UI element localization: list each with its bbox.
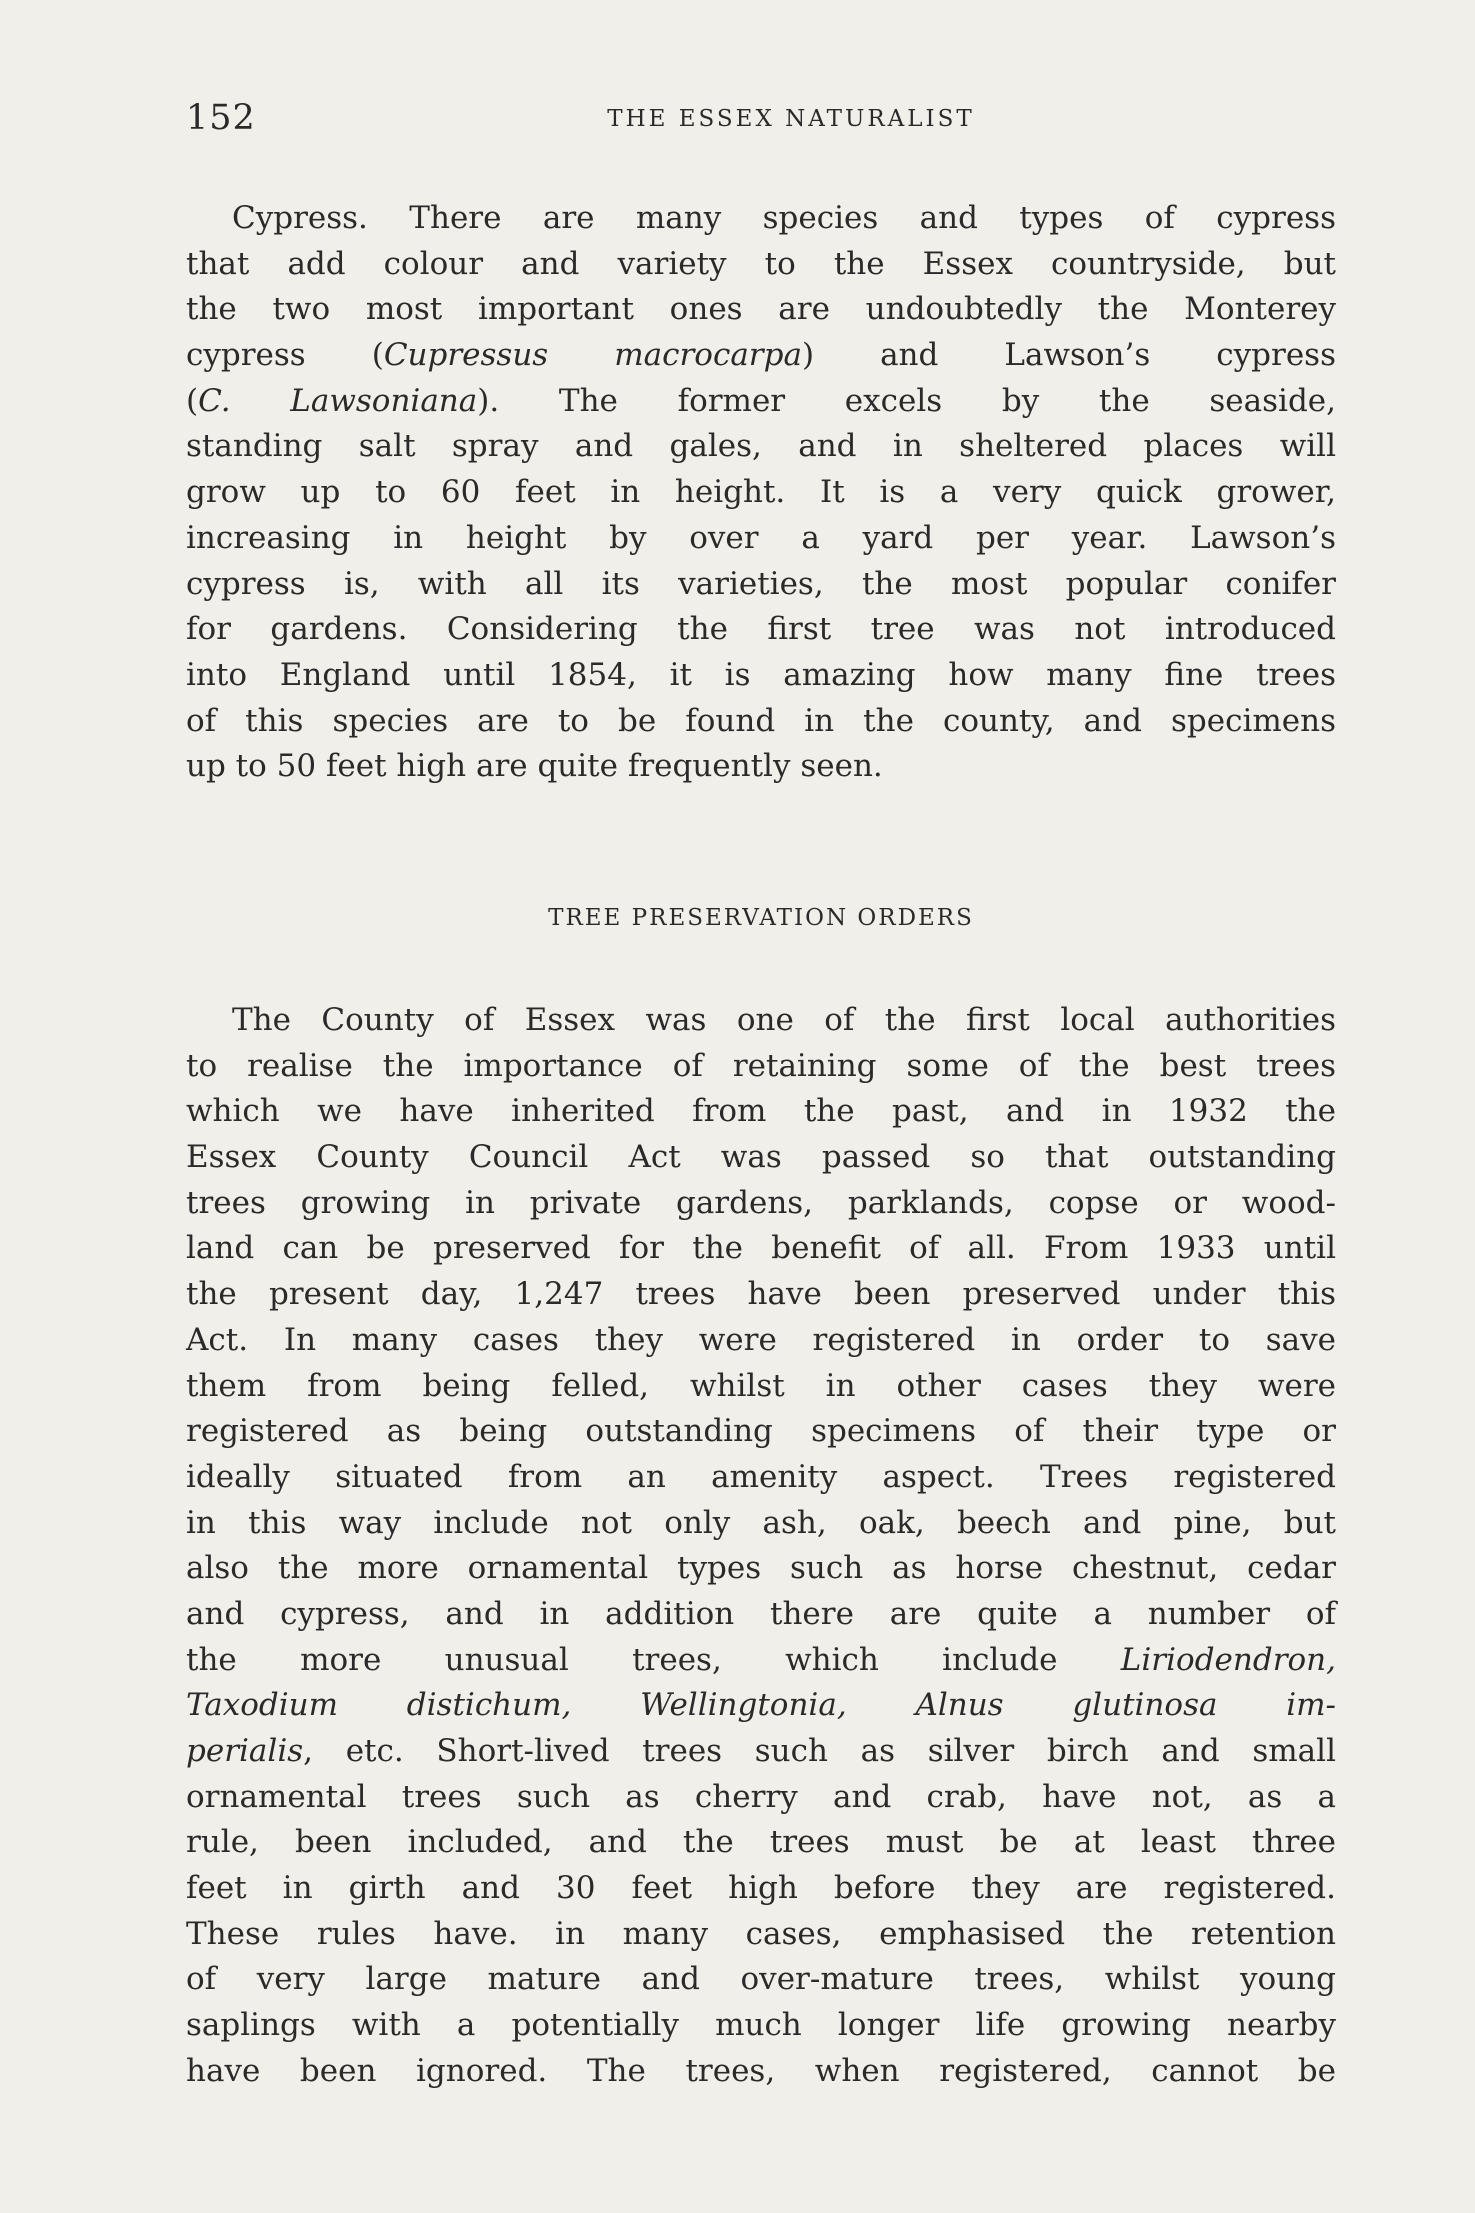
text-line: for gardens. Considering the first tree was not introduced bbox=[186, 611, 1336, 648]
paragraph-tree-preservation bbox=[186, 998, 1336, 2095]
text-line: cypress is, with all its varieties, the most popular conifer bbox=[186, 565, 1336, 602]
text-line: of very large mature and over-mature trees, whilst young bbox=[186, 1961, 1336, 1998]
text-line: rule, been included, and the trees must be at least three bbox=[186, 1824, 1336, 1861]
text-line: which we have inherited from the past, and in 1932 the bbox=[186, 1093, 1336, 1130]
text-line: feet in girth and 30 feet high before they are registered. bbox=[186, 1870, 1336, 1907]
text-line: have been ignored. The trees, when registered, cannot be bbox=[186, 2052, 1336, 2089]
italic-text: C. Lawsoniana bbox=[198, 382, 478, 419]
text-line: up to 50 feet high are quite frequently seen. bbox=[186, 748, 883, 785]
text-line: ornamental trees such as cherry and crab, have not, as a bbox=[186, 1778, 1336, 1815]
text-line: Essex County Council Act was passed so that outstanding bbox=[186, 1139, 1336, 1176]
italic-text: Liriodendron, bbox=[1120, 1641, 1336, 1678]
text-line: registered as being outstanding specimens of their type or bbox=[186, 1413, 1336, 1450]
text-line: the present day, 1,247 trees have been preserved under this bbox=[186, 1276, 1336, 1313]
text-line: increasing in height by over a yard per year. Lawson’s bbox=[186, 519, 1336, 556]
text-line: perialis, etc. Short-lived trees such as silver birch and small bbox=[186, 1733, 1336, 1769]
text-line: into England until 1854, it is amazing how many fine trees bbox=[186, 656, 1336, 693]
text-line: and cypress, and in addition there are quite a number of bbox=[186, 1595, 1336, 1632]
text-line: that add colour and variety to the Essex countryside, but bbox=[186, 245, 1336, 282]
text-line: of this species are to be found in the county, and specimens bbox=[186, 702, 1336, 739]
text-line: (C. Lawsoniana). The former excels by the seaside, bbox=[186, 382, 1336, 419]
running-header bbox=[186, 98, 1336, 148]
text-line: to realise the importance of retaining some of the best trees bbox=[186, 1047, 1336, 1084]
text-line: grow up to 60 feet in height. It is a very quick grower, bbox=[186, 474, 1336, 511]
section-heading: TREE PRESERVATION ORDERS bbox=[548, 905, 974, 931]
page-number: 152 bbox=[186, 98, 256, 138]
text-line: Cypress. There are many species and types of cypress bbox=[232, 200, 1336, 236]
text-line: saplings with a potentially much longer life growing nearby bbox=[186, 2007, 1336, 2044]
text-line: also the more ornamental types such as horse chestnut, cedar bbox=[186, 1550, 1336, 1587]
italic-text: Taxodium distichum, Wellingtonia, Alnus glutinosa im- bbox=[186, 1687, 1336, 1724]
running-title: THE ESSEX NATURALIST bbox=[607, 106, 975, 132]
text-line: Act. In many cases they were registered in order to save bbox=[186, 1321, 1336, 1358]
italic-text: perialis bbox=[186, 1733, 304, 1769]
text-line: cypress (Cupressus macrocarpa) and Lawson’s cypress bbox=[186, 337, 1337, 374]
text-line: land can be preserved for the benefit of all. From 1933 until bbox=[186, 1230, 1336, 1267]
text-line: ideally situated from an amenity aspect. Trees registered bbox=[186, 1458, 1336, 1495]
text-line: them from being felled, whilst in other cases they were bbox=[186, 1367, 1336, 1404]
text-line: standing salt spray and gales, and in sheltered places will bbox=[186, 428, 1336, 465]
text-line: These rules have. in many cases, emphasised the retention bbox=[186, 1915, 1336, 1952]
paragraph-cypress bbox=[186, 196, 1336, 790]
text-line: trees growing in private gardens, parklands, copse or wood- bbox=[186, 1184, 1336, 1221]
text-line: the two most important ones are undoubtedly the Monterey bbox=[186, 291, 1336, 328]
text-line: the more unusual trees, which include Liriodendron, bbox=[186, 1641, 1336, 1678]
italic-text: Cupressus macrocarpa bbox=[383, 337, 802, 374]
text-line: The County of Essex was one of the first local authorities bbox=[232, 1002, 1336, 1038]
text-line bbox=[186, 1683, 1336, 1729]
text-line: in this way include not only ash, oak, beech and pine, but bbox=[186, 1504, 1336, 1541]
